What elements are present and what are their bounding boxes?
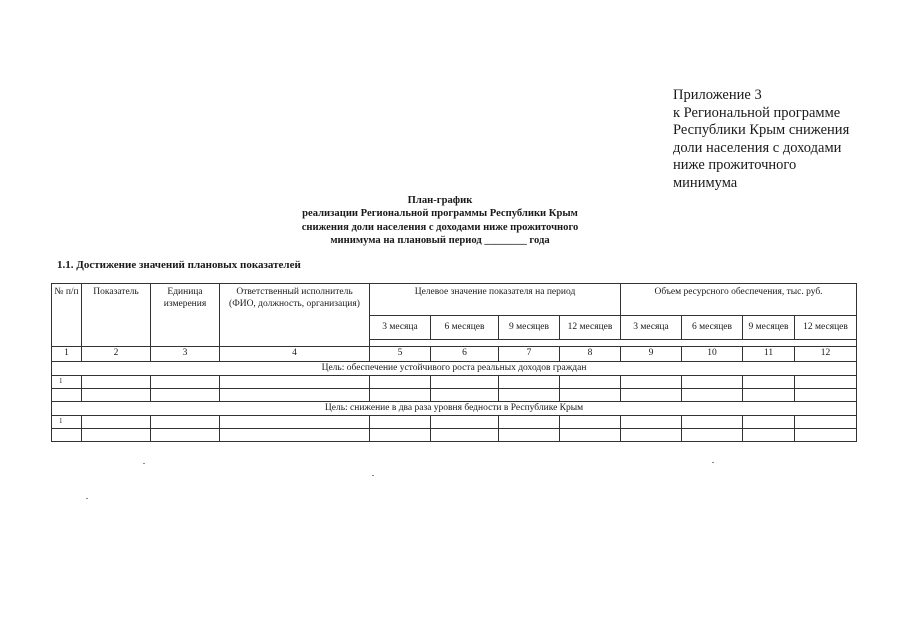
title-line: снижения доли населения с доходами ниже прожиточного: [301, 221, 579, 233]
goal-row-2: Цель: снижение в два раза уровня бедности в Республике Крым: [52, 402, 857, 416]
appendix-line: Республики Крым снижения: [673, 122, 850, 139]
column-number: 6: [431, 347, 499, 362]
table-cell: [82, 429, 151, 442]
table-cell: [431, 429, 499, 442]
header-period: 9 месяцев: [499, 316, 560, 340]
table-cell: [499, 376, 560, 389]
table-cell: [370, 429, 431, 442]
table-cell: [370, 389, 431, 402]
column-number: 9: [621, 347, 682, 362]
header-gap: [370, 340, 857, 347]
table-cell: [499, 416, 560, 429]
row-index: 1: [52, 416, 82, 429]
table-cell: [82, 389, 151, 402]
table-cell: [220, 389, 370, 402]
table-cell: [220, 429, 370, 442]
header-resource-period: 12 месяцев: [795, 316, 857, 340]
table-cell: [370, 376, 431, 389]
table-cell: [743, 389, 795, 402]
table-cell: [560, 429, 621, 442]
header-period: 12 месяцев: [560, 316, 621, 340]
header-unit: Единица измерения: [151, 284, 220, 347]
document-title: [240, 194, 640, 247]
column-number: 7: [499, 347, 560, 362]
table-cell: [795, 416, 857, 429]
goal-row-1: Цель: обеспечение устойчивого роста реальных доходов граждан: [52, 362, 857, 376]
table-cell: [560, 416, 621, 429]
column-number: 8: [560, 347, 621, 362]
header-period: 3 месяца: [370, 316, 431, 340]
table-cell: [431, 389, 499, 402]
table-cell: [370, 416, 431, 429]
appendix-line: к Региональной программе: [673, 104, 841, 121]
column-number: 10: [682, 347, 743, 362]
scan-speck: [86, 498, 88, 499]
scan-speck: [143, 463, 145, 464]
table-cell: [52, 429, 82, 442]
table-cell: [82, 416, 151, 429]
title-line: реализации Региональной программы Республики Крым: [302, 208, 578, 220]
title-line: План-график: [407, 195, 473, 206]
table-cell: [151, 389, 220, 402]
scan-speck: [712, 462, 714, 463]
header-resource-period: 3 месяца: [621, 316, 682, 340]
column-number: 5: [370, 347, 431, 362]
column-number: 3: [151, 347, 220, 362]
table-cell: [795, 429, 857, 442]
table-cell: [151, 429, 220, 442]
table-cell: [220, 376, 370, 389]
table-cell: [621, 416, 682, 429]
table-cell: [621, 389, 682, 402]
header-no: № п/п: [52, 284, 82, 347]
appendix-line: минимума: [673, 174, 738, 191]
table-cell: [682, 389, 743, 402]
column-number: 11: [743, 347, 795, 362]
table-cell: [682, 376, 743, 389]
table-cell: [499, 429, 560, 442]
table-cell: [431, 376, 499, 389]
table-cell: [52, 389, 82, 402]
header-resource-group: Объем ресурсного обеспечения, тыс. руб.: [621, 284, 857, 316]
table-cell: [743, 376, 795, 389]
scan-speck: [372, 475, 374, 476]
table-cell: [82, 376, 151, 389]
column-number: 12: [795, 347, 857, 362]
column-number: 4: [220, 347, 370, 362]
appendix-line: доли населения с доходами: [673, 139, 842, 156]
section-title: 1.1. Достижение значений плановых показателей: [57, 259, 301, 271]
header-responsible: Ответственный исполнитель (ФИО, должность, организация): [220, 284, 370, 347]
table-cell: [743, 416, 795, 429]
column-number: 1: [52, 347, 82, 362]
table-cell: [151, 416, 220, 429]
appendix-note: [673, 87, 898, 193]
table-cell: [560, 376, 621, 389]
header-target-group: Целевое значение показателя на период: [370, 284, 621, 316]
table-cell: [621, 429, 682, 442]
header-resource-period: 9 месяцев: [743, 316, 795, 340]
table-cell: [621, 376, 682, 389]
table-cell: [795, 376, 857, 389]
table-cell: [220, 416, 370, 429]
plan-table: [51, 283, 857, 442]
header-resource-period: 6 месяцев: [682, 316, 743, 340]
table-cell: [682, 416, 743, 429]
header-period: 6 месяцев: [431, 316, 499, 340]
appendix-line: Приложение 3: [673, 87, 762, 103]
table-cell: [151, 376, 220, 389]
table-cell: [560, 389, 621, 402]
table-cell: [682, 429, 743, 442]
column-number: 2: [82, 347, 151, 362]
table-cell: [431, 416, 499, 429]
appendix-line: ниже прожиточного: [673, 157, 797, 174]
header-indicator: Показатель: [82, 284, 151, 347]
title-line: минимума на плановый период ________ года: [330, 234, 550, 246]
table-cell: [795, 389, 857, 402]
row-index: 1: [52, 376, 82, 389]
table-cell: [743, 429, 795, 442]
table-cell: [499, 389, 560, 402]
